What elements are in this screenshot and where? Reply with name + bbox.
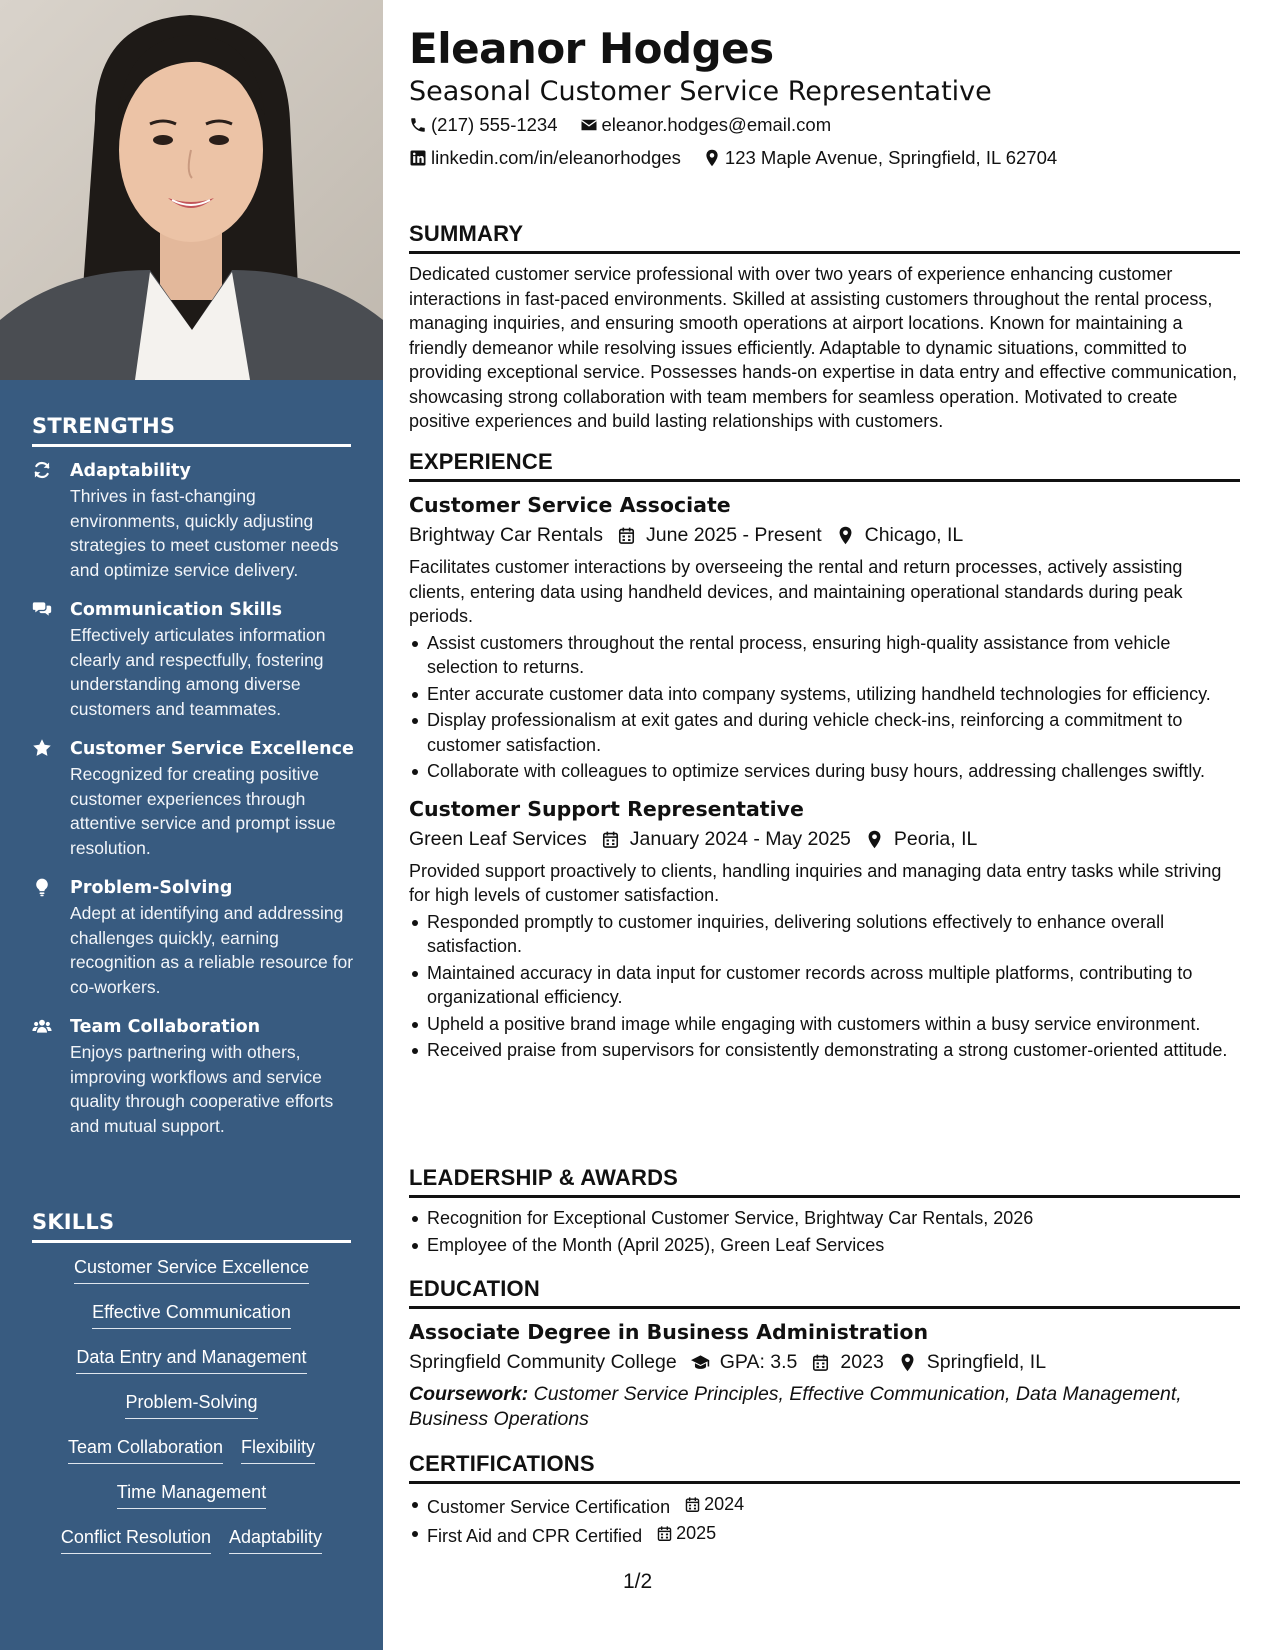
education-title: EDUCATION [409,1275,1240,1309]
job-bullet: Received praise from supervisors for consistently demonstrating a strong customer-oriented attitude. [409,1038,1240,1063]
skill-tag: Data Entry and Management [76,1345,306,1374]
certification-name: Customer Service Certification [427,1496,671,1517]
award-item: Employee of the Month (April 2025), Green Leaf Services [409,1233,1240,1258]
skill-tag: Conflict Resolution [61,1525,211,1554]
map-marker-icon [703,149,721,167]
job-bullet: Display professionalism at exit gates and during vehicle check-ins, reinforcing a commitment to customer satisfaction. [409,708,1240,757]
linkedin-contact[interactable] [409,146,681,170]
calendar-icon [617,526,636,545]
job-location: Peoria, IL [893,827,978,850]
skill-tag: Customer Service Excellence [74,1255,309,1284]
strengths-title: STRENGTHS [32,414,351,447]
job-bullet: Maintained accuracy in data input for customer records across multiple platforms, contributing to organizational efficiency. [409,961,1240,1010]
skill-tag: Adaptability [229,1525,322,1554]
summary-section [409,220,1240,434]
strength-name: Problem-Solving [70,878,233,898]
certification-date [684,1492,744,1517]
education-location-item [898,1347,1046,1378]
strengths-list [32,458,357,1153]
skill-tag: Effective Communication [92,1300,291,1329]
job-meta [409,520,1240,551]
page-number: 1/2 [623,1570,653,1593]
job-description: Provided support proactively to clients, handling inquiries and managing data entry tasks while striving for high levels of customer satisfaction. [409,860,1222,905]
coursework-text: Customer Service Principles, Effective Communication, Data Management, Business Operations [409,1383,1182,1430]
strength-item [32,458,357,582]
skill-tag: Flexibility [241,1435,315,1464]
certification-item [409,1521,1240,1548]
certifications-section [409,1450,1240,1549]
gpa-text: GPA: 3.5 [719,1351,798,1373]
skill-row [32,1255,351,1300]
certifications-title: CERTIFICATIONS [409,1450,1240,1484]
star-icon [32,736,70,860]
job-location-item [865,824,977,855]
skill-row [32,1480,351,1525]
job-title: Customer Service Associate [409,493,731,517]
calendar-icon [684,1496,701,1513]
job-bullet: Enter accurate customer data into company systems, utilizing handheld technologies for efficiency. [409,682,1240,707]
calendar-icon [601,830,620,849]
comments-icon [32,597,70,721]
linkedin-icon [409,149,427,167]
strength-body [70,875,357,999]
skills-title: SKILLS [32,1210,351,1243]
job-dates: January 2024 - May 2025 [629,827,851,850]
skill-row [32,1525,351,1570]
lightbulb-icon [32,875,70,999]
strength-description: Recognized for creating positive customer experiences through attentive service and prompt issue resolution. [70,764,336,858]
strength-item [32,875,357,999]
sidebar [0,0,383,1650]
strength-item [32,1014,357,1138]
phone-icon [409,116,427,134]
job-description: Facilitates customer interactions by overseeing the rental and return processes, actively assisting clients, entering data using handheld devices, and maintaining operational standards during peak periods. [409,557,1183,626]
job-bullets [409,631,1240,784]
summary-text: Dedicated customer service professional with over two years of experience enhancing customer interactions in fast-paced environments. Skilled at assisting customers throughout the rental process, managing inquiries, and ensuring smooth operations at airport locations. Known for maintaining a friendly demeanor while resolving issues efficiently. Adaptable to dynamic situations, committed to providing exceptional service. Possesses hands-on expertise in data entry and effective communication, showcasing strong collaboration with team members for seamless operation. Motivated to create positive experiences and build lasting relationships with customers. [409,264,1238,431]
map-marker-icon [898,1353,917,1372]
linkedin-text[interactable]: linkedin.com/in/eleanorhodges [431,147,681,168]
graduation-cap-icon [691,1353,710,1372]
education-year: 2023 [840,1351,884,1373]
candidate-name: Eleanor Hodges [409,24,774,73]
certification-item [409,1492,1240,1519]
education-location: Springfield, IL [926,1351,1047,1373]
job-dates: June 2025 - Present [646,524,822,546]
skill-row [32,1435,351,1480]
experience-section [409,448,1240,1063]
sync-icon [32,458,70,582]
strength-body [70,597,357,721]
strength-description: Thrives in fast-changing environments, quickly adjusting strategies to meet customer needs and optimize service delivery. [70,486,339,580]
envelope-icon [580,116,598,134]
company-name: Brightway Car Rentals [409,524,603,546]
jobs-list [409,490,1240,1063]
leadership-list [409,1206,1240,1257]
candidate-headline: Seasonal Customer Service Representative [409,76,992,107]
strength-body [70,1014,357,1138]
education-year-item [811,1347,883,1378]
strength-body [70,736,357,860]
map-marker-icon [865,830,884,849]
gpa-item [691,1347,798,1378]
certification-name: First Aid and CPR Certified [427,1526,643,1546]
strength-description: Effectively articulates information clearly and respectfully, fostering understanding among diverse customers and teammates. [70,625,326,719]
strength-name: Communication Skills [70,600,283,620]
calendar-icon [811,1353,830,1372]
certification-year: 2024 [704,1494,745,1514]
coursework-label: Coursework: [409,1383,529,1405]
job-bullets [409,910,1240,1063]
leadership-section [409,1164,1240,1257]
job-bullet: Collaborate with colleagues to optimize services during busy hours, addressing challenges swiftly. [409,759,1240,784]
skill-tag: Time Management [117,1480,266,1509]
strength-description: Enjoys partnering with others, improving workflows and service quality through cooperative efforts and mutual support. [70,1042,334,1136]
strength-name: Team Collaboration [70,1017,261,1037]
calendar-icon [656,1525,673,1542]
experience-title: EXPERIENCE [409,448,1240,482]
skill-tag: Problem-Solving [125,1390,257,1419]
phone-text: (217) 555-1234 [431,114,558,135]
job-entry [409,490,1240,784]
contact-line-1 [409,113,853,137]
skill-tag: Team Collaboration [68,1435,223,1464]
strength-name: Customer Service Excellence [70,739,354,759]
skill-row [32,1390,351,1435]
degree-title: Associate Degree in Business Administration [409,1320,929,1344]
skill-row [32,1300,351,1345]
job-bullet: Assist customers throughout the rental process, ensuring high-quality assistance from vehicle selection to returns. [409,631,1240,680]
phone-contact [409,113,558,137]
map-marker-icon [836,526,855,545]
profile-photo [0,0,383,380]
award-item: Recognition for Exceptional Customer Service, Brightway Car Rentals, 2026 [409,1206,1240,1231]
school-name: Springfield Community College [409,1351,677,1373]
job-entry [409,794,1240,1063]
job-dates-item [617,520,822,551]
job-meta [409,824,1240,855]
summary-title: SUMMARY [409,220,1240,254]
leadership-title: LEADERSHIP & AWARDS [409,1164,1240,1198]
users-icon [32,1014,70,1138]
job-location-item [836,520,964,551]
education-meta [409,1347,1240,1378]
strength-body [70,458,357,582]
strength-item [32,597,357,721]
certification-date [656,1521,716,1546]
email-contact[interactable] [580,113,832,137]
coursework [409,1382,1240,1432]
address-contact [703,146,1057,170]
skill-row [32,1345,351,1390]
education-section [409,1275,1240,1432]
job-bullet: Responded promptly to customer inquiries, delivering solutions effectively to enhance overall satisfaction. [409,910,1240,959]
job-dates-item [601,824,851,855]
strength-description: Adept at identifying and addressing challenges quickly, earning recognition as a reliable resource for co-workers. [70,903,354,997]
job-title: Customer Support Representative [409,796,804,821]
certifications-list [409,1492,1240,1549]
certification-year: 2025 [676,1523,717,1544]
strength-item [32,736,357,860]
job-location: Chicago, IL [864,524,964,546]
job-bullet: Upheld a positive brand image while engaging with customers within a busy service environment. [409,1012,1240,1037]
skills-list [32,1255,351,1570]
contact-line-2 [409,146,1079,170]
company-name: Green Leaf Services [409,827,587,850]
strength-name: Adaptability [70,461,191,481]
email-text[interactable]: eleanor.hodges@email.com [601,114,832,135]
address-text: 123 Maple Avenue, Springfield, IL 62704 [724,147,1058,168]
